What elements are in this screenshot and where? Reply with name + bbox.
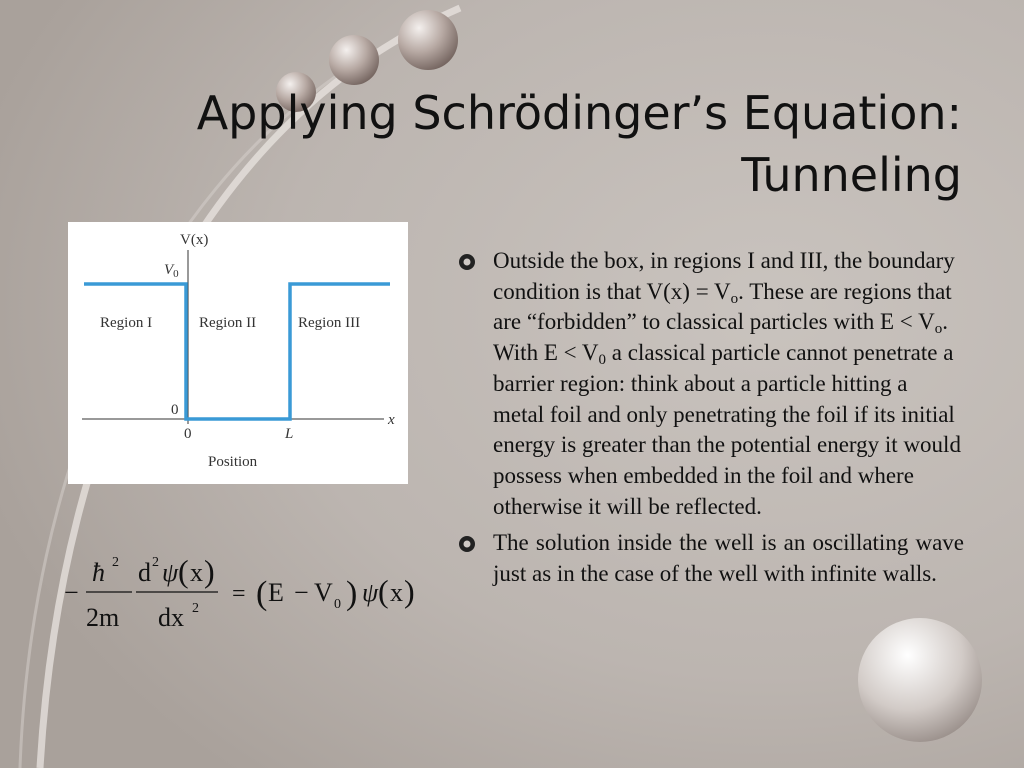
eq-psi-2: ψ [362,578,379,607]
title-line-2: Tunneling [741,148,962,202]
schrodinger-equation [58,544,458,644]
title-line-1: Applying Schrödinger’s Equation: [196,86,962,140]
decorative-sphere [329,35,379,85]
eq-V: V [314,578,333,607]
bullet-item-1 [458,246,964,522]
eq-x: x [190,558,203,587]
y-axis-label: V(x) [180,232,209,248]
eq-d: d [138,558,151,587]
potential-line [84,284,390,419]
potential-diagram [68,222,408,484]
eq-lparen-3: ( [378,573,389,609]
eq-lparen: ( [178,553,189,589]
bullet-1-text-d: a classical particle cannot penetrate a barrier region: think about a particle hitting a metal foil and only penetrating the foil if its initial energy is greater than the potential energy it would possess when embedded in the foil and where otherwise it will be reflected. [493,340,961,519]
region-1-label: Region I [100,315,153,331]
eq-psi: ψ [162,558,179,587]
zero-x-label: 0 [184,426,192,442]
eq-hbar-exponent: 2 [112,555,119,570]
eq-x-2: x [390,578,403,607]
eq-rparen-3: ) [404,573,415,609]
bullet-item-2 [458,528,964,589]
eq-E: E [268,578,284,607]
decorative-sphere [398,10,458,70]
eq-dx: dx [158,603,184,632]
bullet-ring-icon [458,535,476,553]
bullet-1-text-c: . With E < V [493,309,948,366]
eq-minus-2: − [294,578,309,607]
eq-dx-exponent: 2 [192,601,199,616]
region-3-label: Region III [298,315,361,331]
eq-d-exponent: 2 [152,555,159,570]
eq-lparen-2: ( [256,575,268,612]
bullet-ring-icon [458,253,476,271]
eq-minus: − [64,578,79,607]
decorative-sphere-large [858,618,982,742]
eq-denominator-2m: 2m [86,603,120,632]
region-2-label: Region II [199,315,257,331]
bullet-1-sub-a: o [730,290,739,307]
bullet-1-text-a: Outside the box, in regions I and III, the boundary condition is that V(x) = V [493,248,955,304]
eq-V-subscript: 0 [334,597,341,612]
bullet-list [458,246,964,596]
zero-y-label: 0 [171,402,179,418]
x-axis-label: x [388,412,395,428]
eq-equals: = [232,581,246,607]
bullet-1-sub-b: o [934,321,943,338]
v0-label: $V_0$ [164,262,179,280]
eq-rparen: ) [204,553,215,589]
bullet-1-text-b: . These are regions that are “forbidden” to classical particles with E < V [493,278,952,335]
slide-title [82,82,962,206]
L-label: L [285,426,294,442]
bullet-2-text: The solution inside the well is an oscillating wave just as in the case of the well with infinite walls. [493,530,964,587]
potential-barrier-figure [68,222,408,484]
eq-rparen-2: ) [346,575,358,612]
x-axis-title: Position [208,454,258,470]
eq-hbar: ħ [92,558,105,587]
bullet-1-sub-c: 0 [598,352,607,369]
